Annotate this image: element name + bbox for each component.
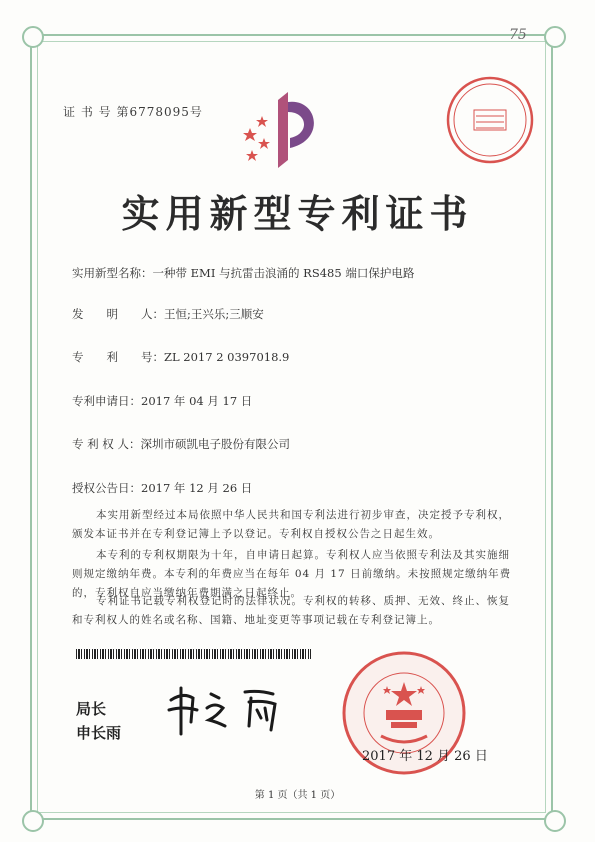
body-paragraph: 本实用新型经过本局依照中华人民共和国专利法进行初步审查，决定授予专利权，颁发本证书并在专利登记簿上予以登记。专利权自授权公告之日起生效。 <box>72 509 510 540</box>
certificate-title: 实用新型专利证书 <box>121 191 474 236</box>
utility-model-name-value: 一种带 EMI 与抗雷击浪涌的 RS485 端口保护电路 <box>152 266 415 280</box>
corner-ornament <box>22 810 44 832</box>
grant-date-row <box>72 480 252 496</box>
body-paragraph: 本专利的专利权期限为十年，自申请日起算。专利权人应当依照专利法及其实施细则规定缴纳年费。本专利的年费应当在每年 04 月 17 日前缴纳。未按照规定缴纳年费的，专利权自应当缴纳年费期满之日起终止。 <box>72 549 512 599</box>
inventor-row <box>72 306 264 322</box>
grant-date-label: 授权公告日： <box>72 481 141 495</box>
patent-number-value: ZL 2017 2 0397018.9 <box>164 350 290 364</box>
inventor-label: 发 明 人： <box>72 307 164 321</box>
corner-ornament <box>22 26 44 48</box>
corner-ornament <box>544 810 566 832</box>
patent-number-label: 专 利 号： <box>72 350 164 364</box>
grant-date-value: 2017 年 12 月 26 日 <box>141 481 253 495</box>
certificate-number: 证 书 号 第6778095号 <box>63 105 203 119</box>
corner-ornament <box>544 26 566 48</box>
patentee-value: 深圳市硕凯电子股份有限公司 <box>140 437 290 451</box>
patentee-label: 专 利 权 人： <box>72 437 141 451</box>
director-signature <box>163 680 303 740</box>
page-number: 第 1 页（共 1 页） <box>254 790 341 801</box>
handwritten-note: 75 <box>509 27 527 43</box>
body-paragraph: 专利证书记载专利权登记时的法律状况。专利权的转移、质押、无效、终止、恢复和专利权人的姓名或名称、国籍、地址变更等事项记载在专利登记簿上。 <box>72 595 510 626</box>
filing-date-label: 专利申请日： <box>72 394 141 408</box>
director-name: 申长雨 <box>76 724 122 742</box>
seal-date: 2017 年 12 月 26 日 <box>362 749 488 764</box>
filing-date-row <box>72 393 252 409</box>
inventor-value: 王恒;王兴乐;三顺安 <box>164 307 264 321</box>
patent-office-logo <box>240 90 330 170</box>
utility-model-name-row <box>72 265 414 281</box>
utility-model-name-label: 实用新型名称： <box>72 266 153 280</box>
patent-number-row <box>72 349 289 365</box>
director-title: 局长 <box>76 700 107 718</box>
registration-seal <box>444 74 536 166</box>
barcode <box>76 649 311 659</box>
filing-date-value: 2017 年 04 月 17 日 <box>141 394 253 408</box>
patentee-row <box>72 436 290 452</box>
